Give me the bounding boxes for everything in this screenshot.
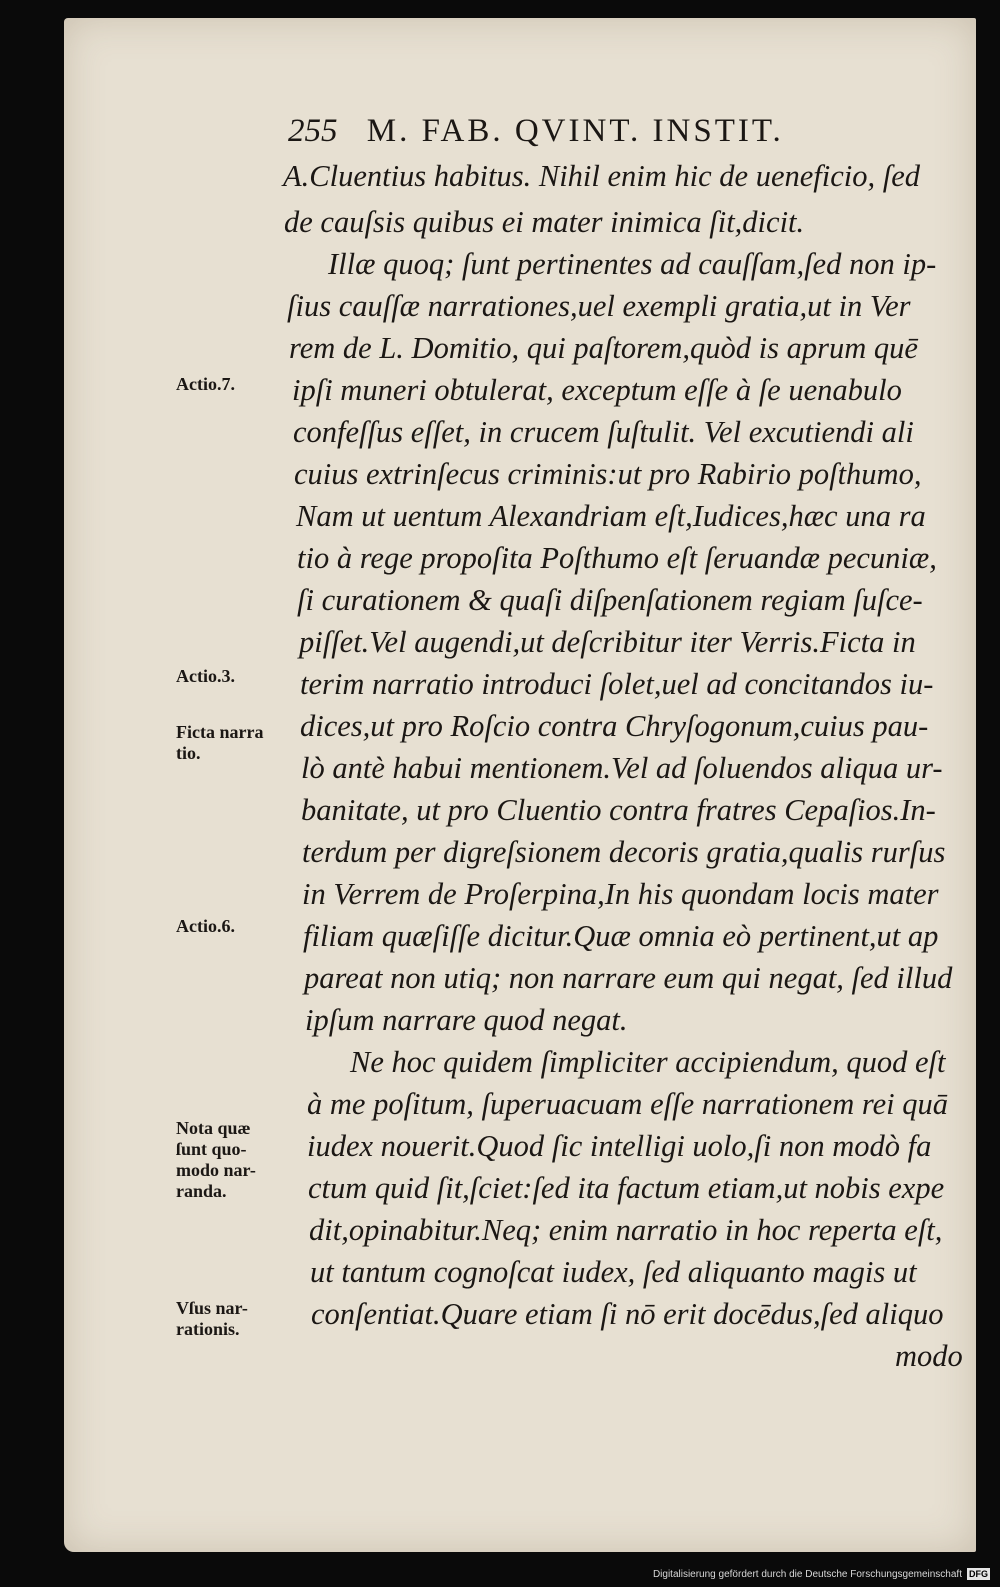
text-line: ctum quid ſit,ſciet:ſed ita factum etiam,ut nobis expe <box>308 1171 945 1205</box>
page-number: 255 <box>288 113 338 149</box>
text-line: dices,ut pro Roſcio contra Chryſogonum,cuius pau- <box>300 709 929 743</box>
text-line: ut tantum cognoſcat iudex, ſed aliquanto magis ut <box>310 1255 917 1289</box>
margin-note: Nota quæ ſunt quo- modo nar- randa. <box>176 1118 256 1201</box>
text-line: tio à rege propoſita Poſthumo eſt ſeruandæ pecuniæ, <box>297 541 937 575</box>
text-line: Illæ quoq; ſunt pertinentes ad cauſſam,ſed non ip- <box>328 247 937 281</box>
text-line: terim narratio introduci ſolet,uel ad concitandos iu- <box>300 667 934 701</box>
running-title: M. FAB. QVINT. INSTIT. <box>366 113 784 149</box>
text-line: Nam ut uentum Alexandriam eſt,Iudices,hæc una ra <box>296 499 926 533</box>
text-line: ipſi muneri obtulerat, exceptum eſſe à ſe uenabulo <box>292 373 902 407</box>
text-line: ipſum narrare quod negat. <box>305 1003 628 1037</box>
text-line: terdum per digreſsionem decoris gratia,qualis rurſus <box>302 835 946 869</box>
text-line: à me poſitum, ſuperuacuam eſſe narrationem rei quā <box>307 1087 948 1121</box>
text-line: modo <box>895 1339 963 1373</box>
text-line: Ne hoc quidem ſimpliciter accipiendum, quod eſt <box>350 1045 946 1079</box>
margin-note: Actio.7. <box>176 374 235 394</box>
digitization-footer <box>653 1566 990 1582</box>
text-line: pareat non utiq; non narrare eum qui negat, ſed illud <box>304 961 953 995</box>
text-line: cuius extrinſecus criminis:ut pro Rabirio poſthumo, <box>294 457 922 491</box>
dfg-logo-icon: DFG <box>969 1569 988 1579</box>
margin-note: Ficta narra tio. <box>176 722 264 763</box>
text-line: filiam quæſiſſe dicitur.Quæ omnia eò pertinent,ut ap <box>303 919 939 953</box>
text-line: ſi curationem & quaſi diſpenſationem regiam ſuſce- <box>297 583 923 617</box>
text-line: de cauſsis quibus ei mater inimica ſit,dicit. <box>284 205 805 239</box>
margin-note: Actio.6. <box>176 916 235 936</box>
margin-note: Vſus nar- rationis. <box>176 1298 248 1339</box>
margin-note: Actio.3. <box>176 666 235 686</box>
text-line: lò antè habui mentionem.Vel ad ſoluendos aliqua ur- <box>301 751 943 785</box>
text-line: rem de L. Domitio, qui paſtorem,quòd is aprum quē <box>289 331 918 365</box>
running-header <box>288 113 898 150</box>
funding-credit: Digitalisierung gefördert durch die Deutsche Forschungsgemeinschaft <box>652 1568 962 1580</box>
text-line: confeſſus eſſet, in crucem ſuſtulit. Vel excutiendi ali <box>293 415 914 449</box>
text-line: piſſet.Vel augendi,ut deſcribitur iter Verris.Ficta in <box>299 625 916 659</box>
text-line: ſius cauſſæ narrationes,uel exempli gratia,ut in Ver <box>287 289 911 323</box>
text-line: in Verrem de Proſerpina,In his quondam locis mater <box>302 877 939 911</box>
text-line: dit,opinabitur.Neq; enim narratio in hoc reperta eſt, <box>309 1213 943 1247</box>
text-line: iudex nouerit.Quod ſic intelligi uolo,ſi non modò fa <box>307 1129 932 1163</box>
text-line: conſentiat.Quare etiam ſi nō erit docēdus,ſed aliquo <box>311 1297 944 1331</box>
text-line: A.Cluentius habitus. Nihil enim hic de ueneficio, ſed <box>283 159 921 193</box>
text-line: banitate, ut pro Cluentio contra fratres Cepaſios.In- <box>301 793 936 827</box>
